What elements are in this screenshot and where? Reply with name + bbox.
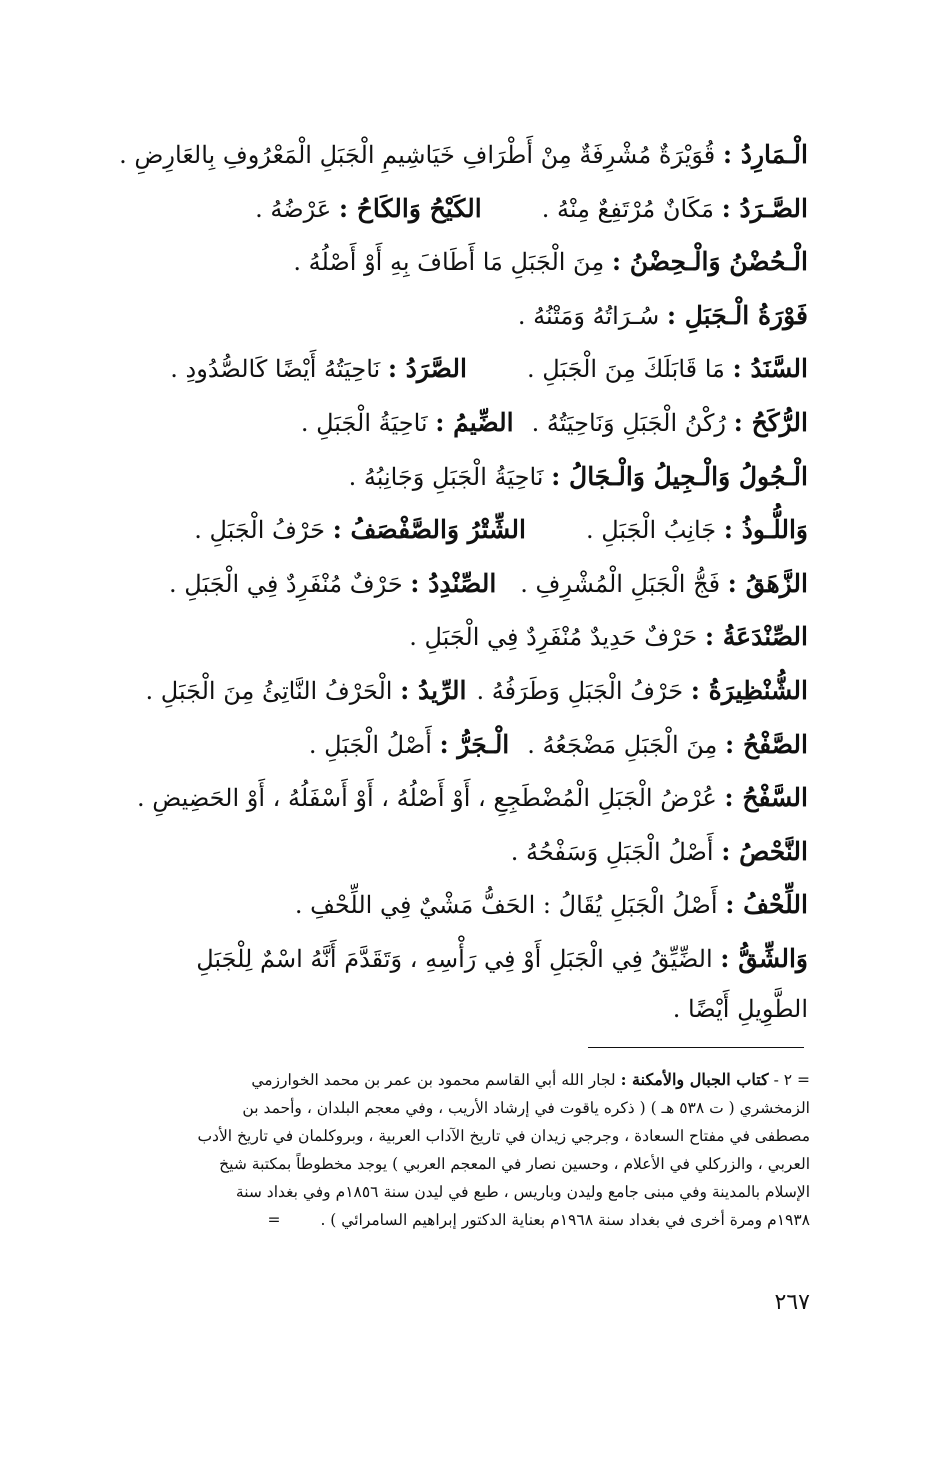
entry-term: الضِّيمُ : — [435, 407, 514, 437]
entry-definition: أَصْلُ الْجَبَلِ وَسَفْحُهُ . — [510, 837, 722, 866]
entry-line — [118, 718, 808, 772]
entry-term: السَّفْحُ : — [724, 783, 808, 813]
entry-line — [118, 932, 808, 986]
footnote-line — [118, 1206, 810, 1234]
entry-term: الكَيْحُ وَالكَاحُ : — [338, 193, 482, 223]
entry-continuation-line — [118, 986, 808, 1032]
entry-term: الصَّفْحُ : — [725, 729, 808, 759]
entry-term: الشِّتْرُ وَالصَّفْصَفُ : — [332, 515, 526, 545]
entry-definition: مَا قَابَلَكَ مِنَ الْجَبَلِ . — [526, 355, 733, 384]
footnote-text: لجار الله أبي القاسم محمود بن عمر بن محمد الخوارزمي — [251, 1071, 621, 1089]
entry-line — [118, 825, 808, 879]
entry-definition: الطَّوِيلِ أَيْضًا . — [672, 994, 808, 1023]
entry-line — [118, 128, 808, 182]
entry-definition: رُكْنُ الْجَبَلِ وَنَاحِيَتُهُ . — [531, 408, 734, 437]
entry-term: الصَّـرَدُ : — [721, 193, 808, 223]
footnote-line — [118, 1066, 810, 1094]
footnote-prefix: = ٢ - — [768, 1071, 810, 1089]
entry-line — [118, 878, 808, 932]
entry-definition: نَاحِيَةُ الْجَبَلِ . — [300, 408, 436, 437]
page-number: ٢٦٧ — [774, 1290, 810, 1315]
entry-definition: نَاحِيَةُ الْجَبَلِ وَجَانِبُهُ . — [348, 462, 552, 491]
entry-definition: مَكَانٌ مُرْتَفِعٌ مِنْهُ . — [541, 194, 722, 223]
entry-term: الزَّهَقُ : — [727, 568, 808, 598]
entry-term: الْـجَرُّ : — [439, 729, 510, 759]
entry-definition: مِنَ الْجَبَلِ مَا أَطَافَ بِهِ أَوْ أَصْلُهُ . — [293, 248, 612, 277]
entry-definition: حَرْفُ الْجَبَلِ وَطَرَفُهُ . — [476, 676, 691, 705]
entry-definition: حَرْفٌ مُنْفَرِدٌ فِي الْجَبَلِ . — [169, 569, 411, 598]
entry-term: النَّحْصُ : — [721, 836, 808, 866]
glossary-entries — [118, 128, 808, 1032]
entry-definition: عَرْضُهُ . — [255, 194, 339, 223]
entry-definition: فَجُّ الْجَبَلِ الْمُشْرِفِ . — [520, 569, 728, 598]
entry-term: وَالشِّقُّ : — [720, 943, 808, 973]
entry-definition: الْحَرْفُ النَّاتِئُ مِنَ الْجَبَلِ . — [145, 676, 401, 705]
entry-line — [118, 182, 808, 236]
entry-term: الْـمَارِدُ : — [722, 140, 808, 169]
entry-definition: عُرْضُ الْجَبَلِ الْمُضْطَجِعِ ، أَوْ أَصْلُهُ ، أَوْ أَسْفَلُهُ ، أَوْ الحَضِيضِ . — [136, 784, 725, 813]
entry-definition: قُوَيْرَةٌ مُشْرِفَةٌ مِنْ أَطْرَافِ خَيَاشِيمِ الْجَبَلِ الْمَعْرُوفِ بِالعَارِضِ . — [119, 141, 723, 169]
entry-definition: نَاحِيَتُهُ أَيْضًا كَالصُّدُودِ . — [170, 355, 388, 384]
entry-line — [118, 396, 808, 450]
entry-term: الرِّيدُ : — [400, 675, 467, 705]
footnote-text: ١٩٣٨م ومرة أخرى في بغداد سنة ١٩٦٨م بعناية الدكتور إبراهيم السامرائي ) . — [320, 1211, 810, 1229]
footnote-continuation-mark: = — [267, 1211, 281, 1229]
entry-definition: سُـرَاتُهُ وَمَتْنُهُ . — [517, 301, 667, 330]
entry-term: السَّنَدُ : — [732, 354, 808, 384]
entry-term: الشُّنْظِيرَةُ : — [690, 675, 808, 705]
entry-line — [118, 289, 808, 343]
entry-line — [118, 235, 808, 289]
entry-definition: جَانِبُ الْجَبَلِ . — [585, 516, 724, 545]
entry-definition: أَصْلُ الْجَبَلِ . — [308, 730, 440, 759]
footnote-line: العربي ، والزركلي في الأعلام ، وحسين نصار في المعجم العربي ) يوجد مخطوطاً بمكتبة شيخ — [219, 1155, 810, 1173]
entry-term: الرُّكَحُ : — [733, 407, 808, 437]
entry-definition: مِنَ الْجَبَلِ مَضْجَعُهُ . — [527, 730, 726, 759]
footnote-line: مصطفى في مفتاح السعادة ، وجرجي زيدان في تاريخ الآداب العربية ، وبروكلمان في تاريخ الأدب — [197, 1127, 810, 1145]
entry-term: الصَّرَدُ : — [387, 354, 467, 384]
entry-term: الصِّنْدِدُ : — [410, 568, 497, 598]
entry-term: الْـحُضْنُ وَالْـحِضْنُ : — [611, 247, 808, 277]
footnote-line: الزمخشري ( ت ٥٣٨ هـ ) ( ذكره ياقوت في إرشاد الأريب ، وفي معجم البلدان ، وأحمد بن — [242, 1099, 810, 1117]
entry-term: وَاللُّـوذُ : — [723, 515, 808, 545]
entry-line — [118, 664, 808, 718]
footnote-term: كتاب الجبال والأمكنة : — [620, 1070, 769, 1089]
entry-definition: حَرْفٌ حَدِيدٌ مُنْفَرِدٌ فِي الْجَبَلِ . — [409, 623, 705, 652]
entry-definition: أَصْلُ الْجَبَلِ يُقَالُ : الحَفُّ مَشْيٌ فِي اللِّحْفِ . — [294, 891, 726, 920]
entry-term: الصِّنْدَعَةُ : — [704, 622, 808, 652]
footnote — [118, 1066, 810, 1234]
entry-term: اللِّحْفُ : — [725, 890, 808, 920]
entry-definition: الضِّيِّقُ فِي الْجَبَلِ أَوْ فِي رَأْسِهِ ، وَتَقَدَّمَ أَنَّهُ اسْمٌ لِلْجَبَلِ — [196, 944, 721, 973]
entry-definition: حَرْفُ الْجَبَلِ . — [194, 516, 333, 545]
entry-term: الْـجُولُ وَالْـجِيلُ وَالْـجَالُ : — [551, 461, 808, 491]
footnote-divider — [588, 1047, 804, 1048]
footnote-line: الإسلام بالمدينة وفي مبنى جامع وليدن وباريس ، طبع في ليدن سنة ١٨٥٦م وفي بغداد سنة — [235, 1183, 810, 1201]
entry-line — [118, 342, 808, 396]
entry-line — [118, 450, 808, 504]
entry-term: فَوْرَةُ الْـجَبَلِ : — [666, 300, 808, 330]
entry-line — [118, 503, 808, 557]
entry-line — [118, 610, 808, 664]
entry-line — [118, 557, 808, 611]
entry-line — [118, 771, 808, 825]
